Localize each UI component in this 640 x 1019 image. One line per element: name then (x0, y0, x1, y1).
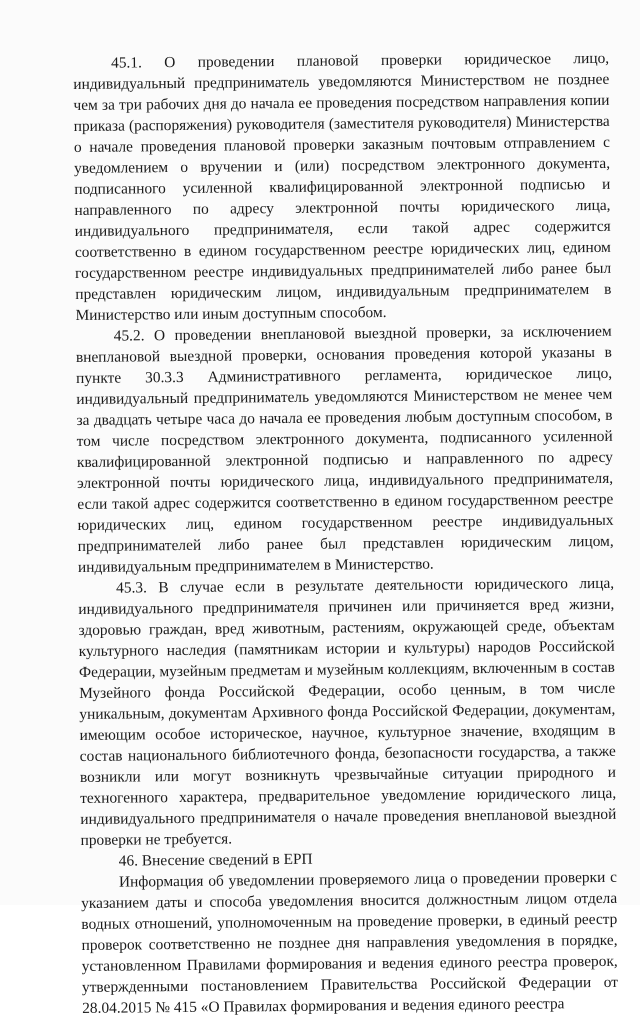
section-heading-46: 46. Внесение сведений в ЕРП (118, 850, 313, 870)
paragraph-45-2: 45.2. О проведении внеплановой выездной проверки, за исключением внеплановой выездной проверки, основания проведения которой указаны в пункте 30.3.3 Административного регламента, юридическое лицо, индивидуальный предприниматель уведомляются Министерством не менее чем за двадцать четыре часа до начала ее проведения любым доступным способом, в том числе посредством электронного документа, подписанного усиленной квалифицированной электронной подписью и направленного по адресу электронной почты юридического лица, индивидуального предпринимателя, если такой адрес содержится соответственно в едином государственном реестре юридических лиц, едином государственном реестре индивидуальных предпринимателей либо ранее был представлен юридическим лицом, индивидуальным предпринимателем в Министерство. (75, 322, 614, 576)
paragraph-46-body: Информация об уведомлении проверяемого лица о проведении проверки с указанием даты и способа уведомления вносится должностным лицом отдела водных отношений, уполномоченным на проведение проверки, в единый реестр проверок соответственно не позднее дня направления уведомления в порядке, установленном Правилами формирования и ведения единого реестра проверок, утвержденными постановлением Правительства Российской Федерации от 28.04.2015 № 415 «О Правилах формирования и ведения единого реестра (81, 868, 619, 1017)
paragraph-45-1: 45.1. О проведении плановой проверки юридическое лицо, индивидуальный предприниматель уведомляются Министерством не позднее чем за три рабочих дня до начала ее проведения посредством направления копии приказа (распоряжения) руководителя (заместителя руководителя) Министерства о начале проведения плановой проверки заказным почтовым отправлением с уведомлением о вручении и (или) посредством электронного документа, подписанного усиленной квалифицированной электронной подписью и направленного по адресу электронной почты юридического лица, индивидуального предпринимателя, если такой адрес содержится соответственно в едином государственном реестре юридических лиц, едином государственном реестре индивидуальных предпринимателей либо ранее был представлен юридическим лицом, индивидуальным предпринимателем в Министерство или иным доступным способом. (73, 49, 612, 324)
document-body (73, 48, 618, 1019)
paragraph-45-3: 45.3. В случае если в результате деятельности юридического лица, индивидуального предпринимателя причинен или причиняется вред жизни, здоровью граждан, вред животным, растениям, окружающей среде, объектам культурного наследия (памятникам истории и культуры) народов Российской Федерации, музейным предметам и музейным коллекциям, включенным в состав Музейного фонда Российской Федерации, особо ценным, в том числе уникальным, документам Архивного фонда Российской Федерации, документам, имеющим особое историческое, научное, культурное значение, входящим в состав национального библиотечного фонда, безопасности государства, а также возникли или могут возникнуть чрезвычайные ситуации природного и техногенного характера, предварительное уведомление юридического лица, индивидуального предпринимателя о начале проведения внеплановой выездной проверки не требуется. (78, 574, 617, 849)
